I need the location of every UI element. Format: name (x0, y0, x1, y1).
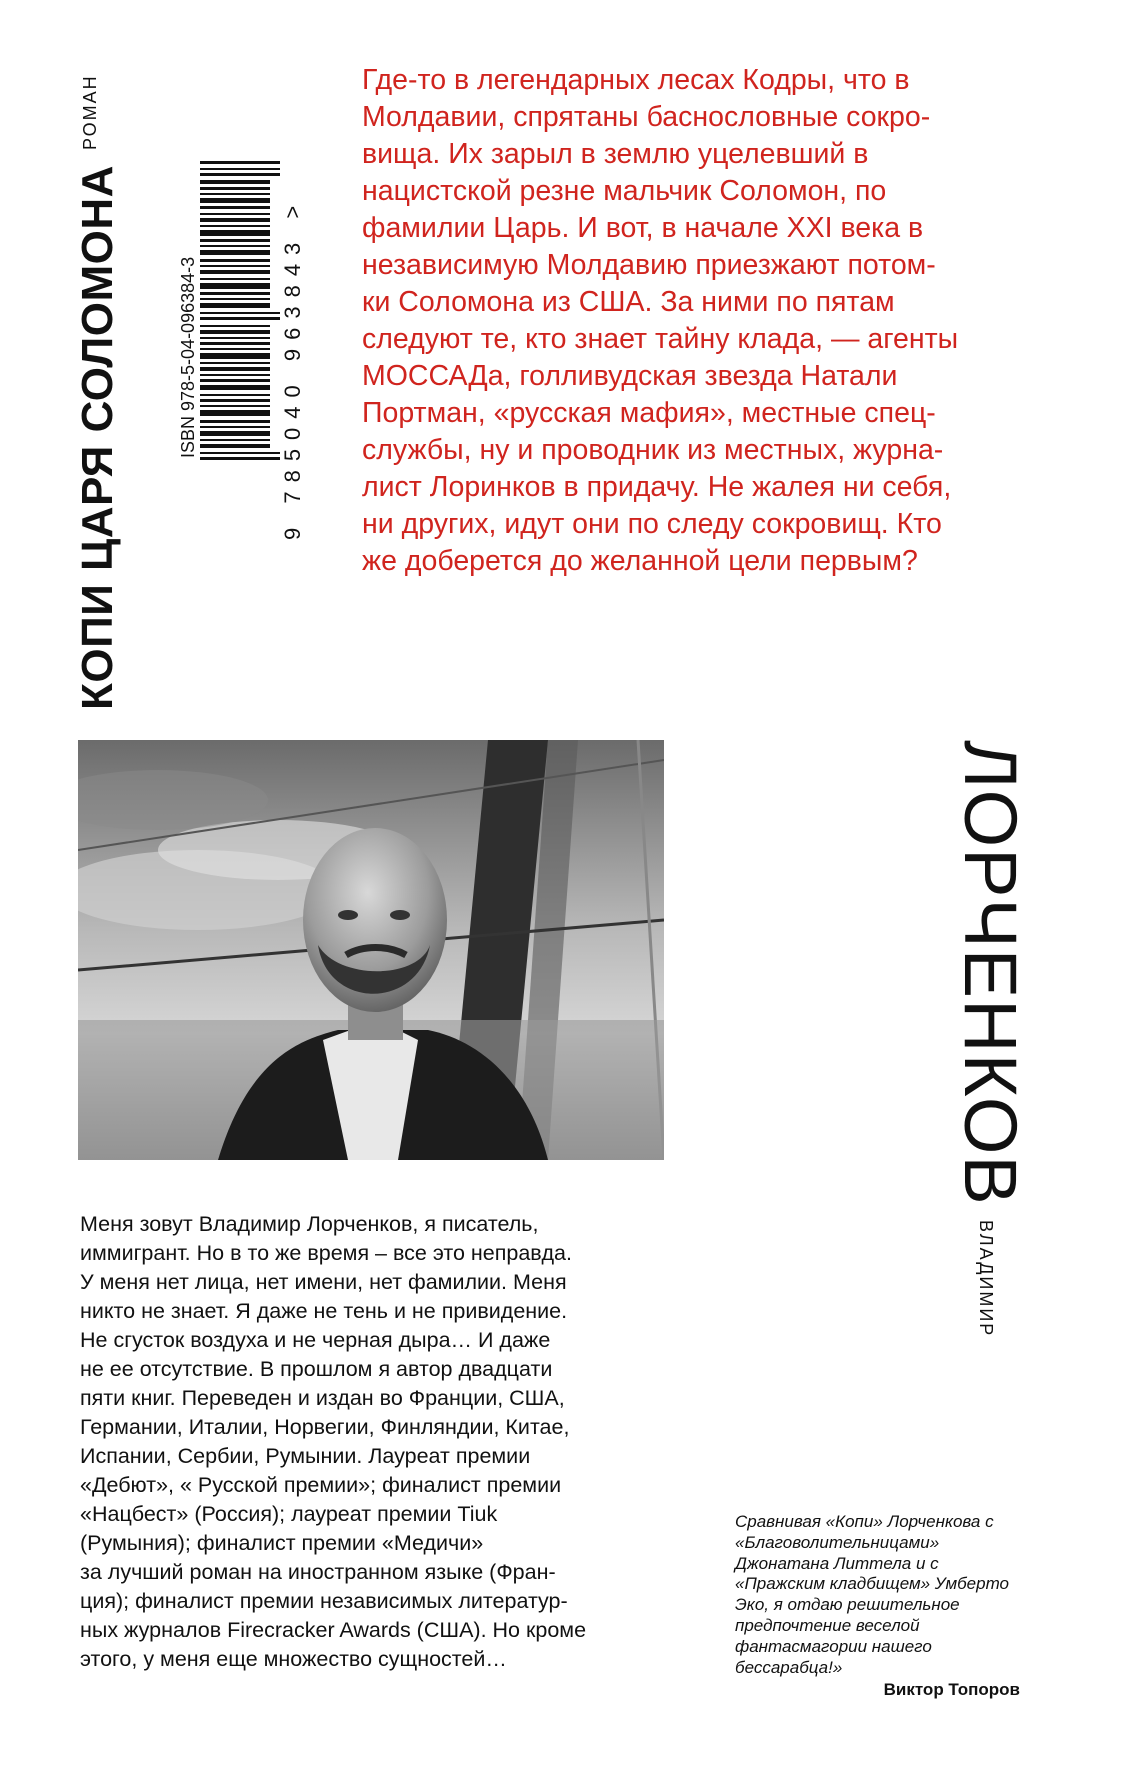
bio-line: Меня зовут Владимир Лорченков, я писатель, (80, 1212, 539, 1236)
blurb-line: Молдавии, спрятаны баснословные сокро- (362, 101, 931, 133)
quote-line: «Пражским кладбищем» Умберто (735, 1574, 1010, 1594)
blurb-line: вища. Их зарыл в землю уцелевший в (362, 138, 869, 170)
spine-block (72, 70, 305, 710)
review-quote-author: Виктор Топоров (883, 1680, 1020, 1699)
blurb-line: Где-то в легендарных лесах Кодры, что в (362, 64, 910, 96)
review-quote (735, 1512, 1025, 1678)
bio-line: ных журналов Firecracker Awards (США). Но кроме (80, 1618, 587, 1642)
blurb-line: МОССАДа, голливудская звезда Натали (362, 360, 898, 392)
author-bio (80, 1210, 650, 1674)
bio-line: У меня нет лица, нет имени, нет фамилии. Меня (80, 1270, 567, 1294)
book-title: КОПИ ЦАРЯ СОЛОМОНА (73, 165, 122, 710)
blurb-line: ки Соломона из США. За ними по пятам (362, 286, 895, 318)
bio-line: «Нацбест» (Россия); лауреат премии Tiuk (80, 1502, 498, 1526)
bio-line: не ее отсутствие. В прошлом я автор двадцати (80, 1357, 553, 1381)
author-name-block (920, 740, 1030, 1360)
blurb-line: Портман, «русская мафия», местные спец- (362, 397, 936, 429)
author-photo (78, 740, 664, 1160)
blurb-line: независимую Молдавию приезжают потом- (362, 249, 936, 281)
author-photo-image (78, 740, 664, 1160)
quote-line: фантасмагории нашего (735, 1636, 932, 1656)
bio-line: «Дебют», « Русской премии»; финалист премии (80, 1473, 562, 1497)
blurb-line: же доберется до желанной цели первым? (362, 545, 918, 577)
book-genre: РОМАН (80, 74, 100, 150)
quote-line: предпочтение веселой (735, 1615, 920, 1635)
blurb-line: нацистской резне мальчик Соломон, по (362, 175, 887, 207)
blurb-line: ни других, идут они по следу сокровищ. Кто (362, 508, 942, 540)
blurb-line: следуют те, кто знает тайну клада, — агенты (362, 323, 959, 355)
barcode (200, 160, 280, 460)
bio-line: за лучший роман на иностранном языке (Фран- (80, 1560, 556, 1584)
quote-line: бессарабца!» (735, 1657, 843, 1677)
author-surname: ЛОРЧЕНКОВ (949, 740, 1032, 1206)
blurb-line: лист Лоринков в придачу. Не жалея ни себя, (362, 471, 952, 503)
bio-line: Испании, Сербии, Румынии. Лауреат премии (80, 1444, 531, 1468)
bio-line: этого, у меня еще множество сущностей… (80, 1647, 507, 1671)
barcode-digits: 9 785040 963843 > (280, 196, 305, 540)
quote-line: Эко, я отдаю решительное (735, 1595, 960, 1615)
quote-line: «Благоволительницами» (735, 1532, 940, 1552)
bio-line: Не сгусток воздуха и не черная дыра… И даже (80, 1328, 551, 1352)
blurb-line: фамилии Царь. И вот, в начале XXI века в (362, 212, 924, 244)
bio-line: пяти книг. Переведен и издан во Франции, США, (80, 1386, 565, 1410)
blurb-text (362, 62, 1062, 580)
blurb-line: службы, ну и проводник из местных, журна- (362, 434, 944, 466)
bio-line: (Румыния); финалист премии «Медичи» (80, 1531, 484, 1555)
bio-line: ция); финалист премии независимых литератур- (80, 1589, 568, 1613)
bio-line: иммигрант. Но в то же время – все это неправда. (80, 1241, 572, 1265)
quote-line: Джонатана Литтела и с (735, 1553, 939, 1573)
author-first-name: ВЛАДИМИР (976, 1220, 996, 1338)
quote-line: Сравнивая «Копи» Лорченкова с (735, 1512, 994, 1531)
isbn-number: ISBN 978-5-04-096384-3 (178, 256, 198, 458)
bio-line: Германии, Италии, Норвегии, Финляндии, Китае, (80, 1415, 570, 1439)
bio-line: никто не знает. Я даже не тень и не привидение. (80, 1299, 568, 1323)
